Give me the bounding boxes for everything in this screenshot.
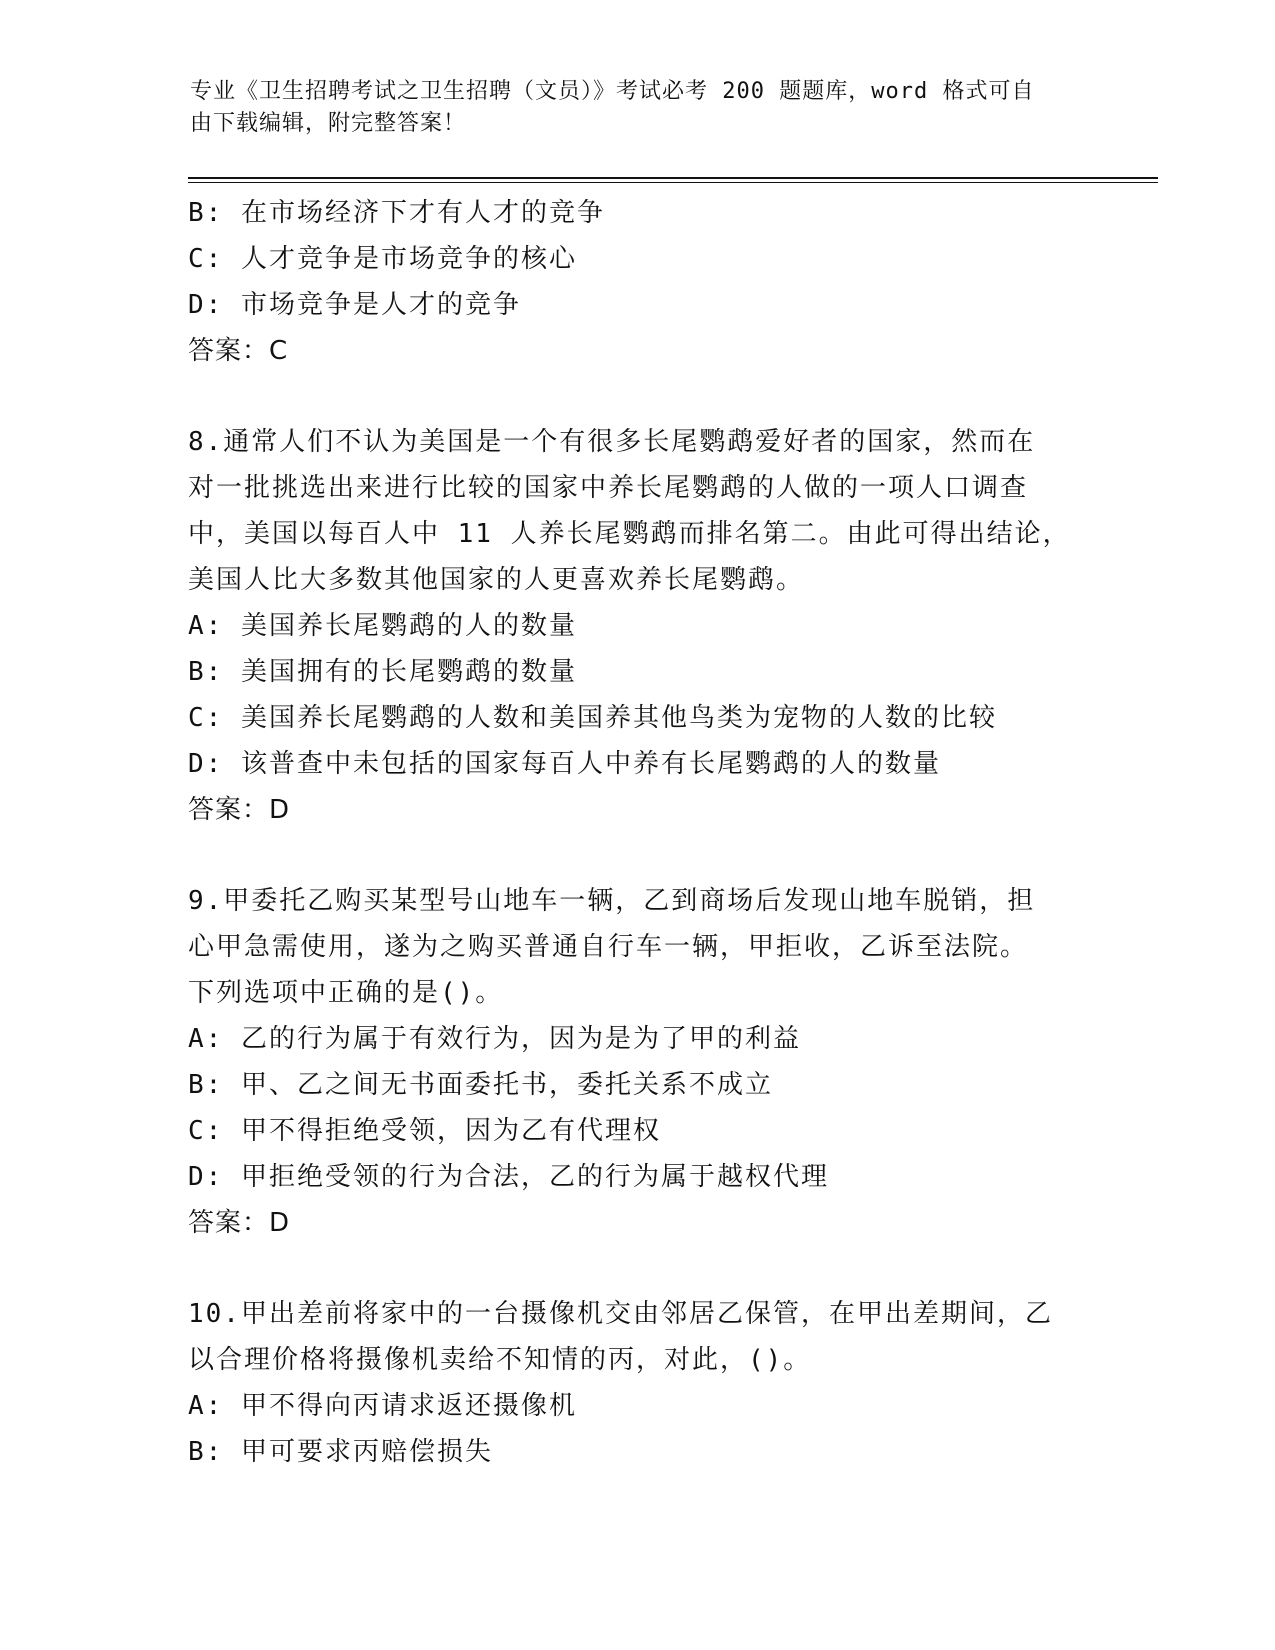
question-10: [188, 1291, 1088, 1475]
question-9: [188, 878, 1088, 1246]
header-line-2: 由下载编辑，附完整答案！: [190, 111, 467, 136]
header-line-1: 专业《卫生招聘考试之卫生招聘（文员）》考试必考 200 题题库，word 格式可自: [190, 79, 1035, 104]
q9-stem-line-1: 9.甲委托乙购买某型号山地车一辆，乙到商场后发现山地车脱销，担: [188, 886, 1036, 916]
q10-stem-line-1: 10.甲出差前将家中的一台摄像机交由邻居乙保管，在甲出差期间，乙: [188, 1299, 1053, 1329]
q8-stem-line-1: 8.通常人们不认为美国是一个有很多长尾鹦鹉爱好者的国家，然而在: [188, 427, 1036, 457]
q9-option-d: D: 甲拒绝受领的行为合法，乙的行为属于越权代理: [188, 1162, 829, 1192]
q7-answer: 答案：C: [188, 336, 289, 366]
q8-option-c: C: 美国养长尾鹦鹉的人数和美国养其他鸟类为宠物的人数的比较: [188, 703, 997, 733]
q8-stem-line-4: 美国人比大多数其他国家的人更喜欢养长尾鹦鹉。: [188, 565, 805, 595]
document-body: [188, 190, 1088, 1475]
q8-answer: 答案：D: [188, 795, 291, 825]
q9-option-a: A: 乙的行为属于有效行为，因为是为了甲的利益: [188, 1024, 801, 1054]
q10-option-a: A: 甲不得向丙请求返还摄像机: [188, 1391, 577, 1421]
q7-option-c: C: 人才竞争是市场竞争的核心: [188, 244, 577, 274]
q8-option-b: B: 美国拥有的长尾鹦鹉的数量: [188, 657, 577, 687]
q8-stem-line-2: 对一批挑选出来进行比较的国家中养长尾鹦鹉的人做的一项人口调查: [188, 473, 1029, 503]
spacer: [188, 1246, 1088, 1291]
q10-option-b: B: 甲可要求丙赔偿损失: [188, 1437, 493, 1467]
question-7: [188, 190, 1088, 374]
document-header: [190, 76, 1090, 140]
q9-stem-line-2: 心甲急需使用，遂为之购买普通自行车一辆，甲拒收，乙诉至法院。: [188, 932, 1029, 962]
spacer: [188, 833, 1088, 878]
header-divider-thick: [188, 177, 1158, 179]
q9-stem-line-3: 下列选项中正确的是()。: [188, 978, 504, 1008]
q8-option-d: D: 该普查中未包括的国家每百人中养有长尾鹦鹉的人的数量: [188, 749, 941, 779]
q9-option-b: B: 甲、乙之间无书面委托书，委托关系不成立: [188, 1070, 773, 1100]
question-8: [188, 419, 1088, 833]
q7-option-b: B: 在市场经济下才有人才的竞争: [188, 198, 605, 228]
header-divider-thin: [188, 182, 1158, 183]
spacer: [188, 374, 1088, 419]
q9-option-c: C: 甲不得拒绝受领，因为乙有代理权: [188, 1116, 661, 1146]
q9-answer: 答案：D: [188, 1208, 291, 1238]
q8-option-a: A: 美国养长尾鹦鹉的人的数量: [188, 611, 577, 641]
q7-option-d: D: 市场竞争是人才的竞争: [188, 290, 521, 320]
q8-stem-line-3: 中，美国以每百人中 11 人养长尾鹦鹉而排名第二。由此可得出结论，: [188, 519, 1071, 549]
q10-stem-line-2: 以合理价格将摄像机卖给不知情的丙，对此，()。: [188, 1345, 812, 1375]
